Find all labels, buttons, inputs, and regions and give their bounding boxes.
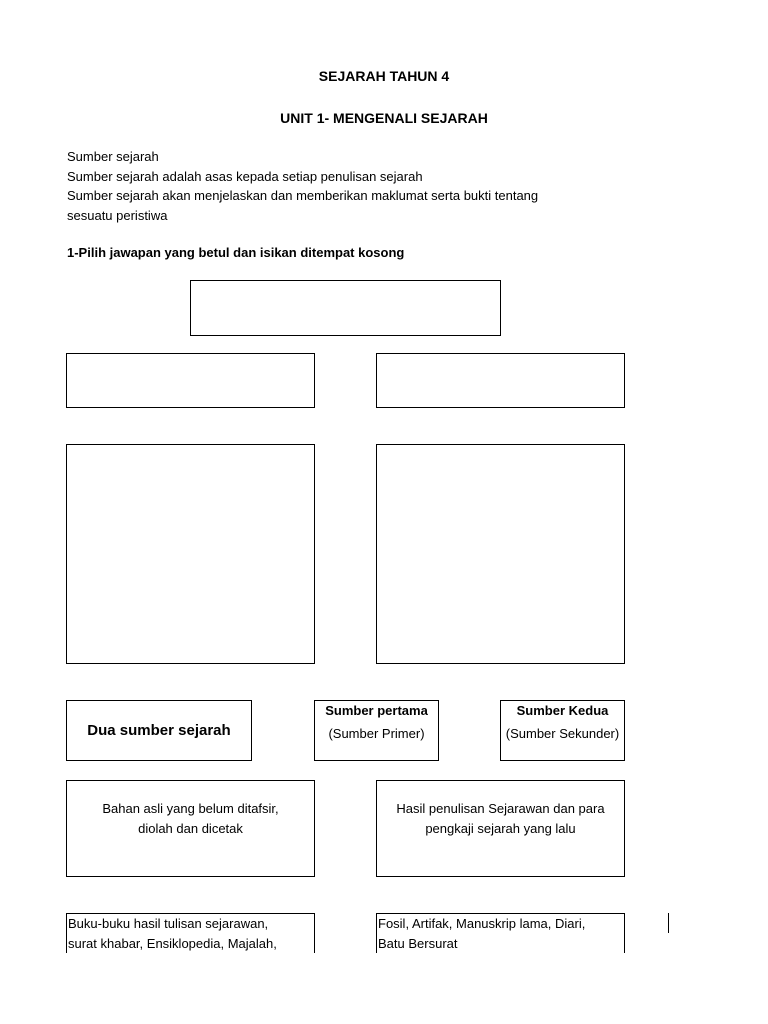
question-instruction: 1-Pilih jawapan yang betul dan isikan ditempat kosong — [67, 245, 405, 260]
option-hasil-penulisan — [376, 780, 625, 877]
unit-title: UNIT 1- MENGENALI SEJARAH — [280, 110, 488, 126]
blank-box-right-title[interactable] — [376, 353, 625, 408]
option-dua-sumber-label: Dua sumber sejarah — [87, 722, 231, 739]
option-sumber-sekunder — [500, 700, 625, 761]
intro-paragraph — [67, 147, 627, 225]
option-text-line: Fosil, Artifak, Manuskrip lama, Diari, — [378, 916, 586, 931]
option-sumber-primer — [314, 700, 439, 761]
option-text-line: surat khabar, Ensiklopedia, Majalah, — [68, 935, 277, 951]
option-dua-sumber — [66, 700, 252, 761]
option-buku-sejarawan — [66, 913, 315, 953]
option-bahan-asli — [66, 780, 315, 877]
option-text-line: Batu Bersurat — [378, 935, 458, 951]
blank-box-top[interactable] — [190, 280, 501, 336]
option-sekunder-title: Sumber Kedua — [516, 703, 609, 718]
option-text-line: Buku-buku hasil tulisan sejarawan, — [68, 916, 269, 931]
option-primer-sub: (Sumber Primer) — [328, 725, 425, 741]
blank-box-right-detail[interactable] — [376, 444, 625, 664]
option-text-line: pengkaji sejarah yang lalu — [425, 820, 576, 836]
document-title: SEJARAH TAHUN 4 — [318, 68, 450, 84]
option-sekunder-sub: (Sumber Sekunder) — [505, 725, 620, 741]
option-text-line: Hasil penulisan Sejarawan dan para — [396, 801, 605, 816]
intro-line: Sumber sejarah akan menjelaskan dan memberikan maklumat serta bukti tentang — [67, 188, 539, 203]
option-text-line: Bahan asli yang belum ditafsir, — [102, 801, 279, 816]
intro-line: sesuatu peristiwa — [67, 207, 168, 223]
blank-box-left-detail[interactable] — [66, 444, 315, 664]
option-fosil-artifak — [376, 913, 625, 953]
intro-line: Sumber sejarah adalah asas kepada setiap penulisan sejarah — [67, 168, 423, 184]
intro-line: Sumber sejarah — [67, 149, 159, 164]
blank-box-left-title[interactable] — [66, 353, 315, 408]
option-primer-title: Sumber pertama — [325, 703, 428, 718]
option-text-line: diolah dan dicetak — [138, 820, 243, 836]
text-cursor — [668, 913, 669, 933]
